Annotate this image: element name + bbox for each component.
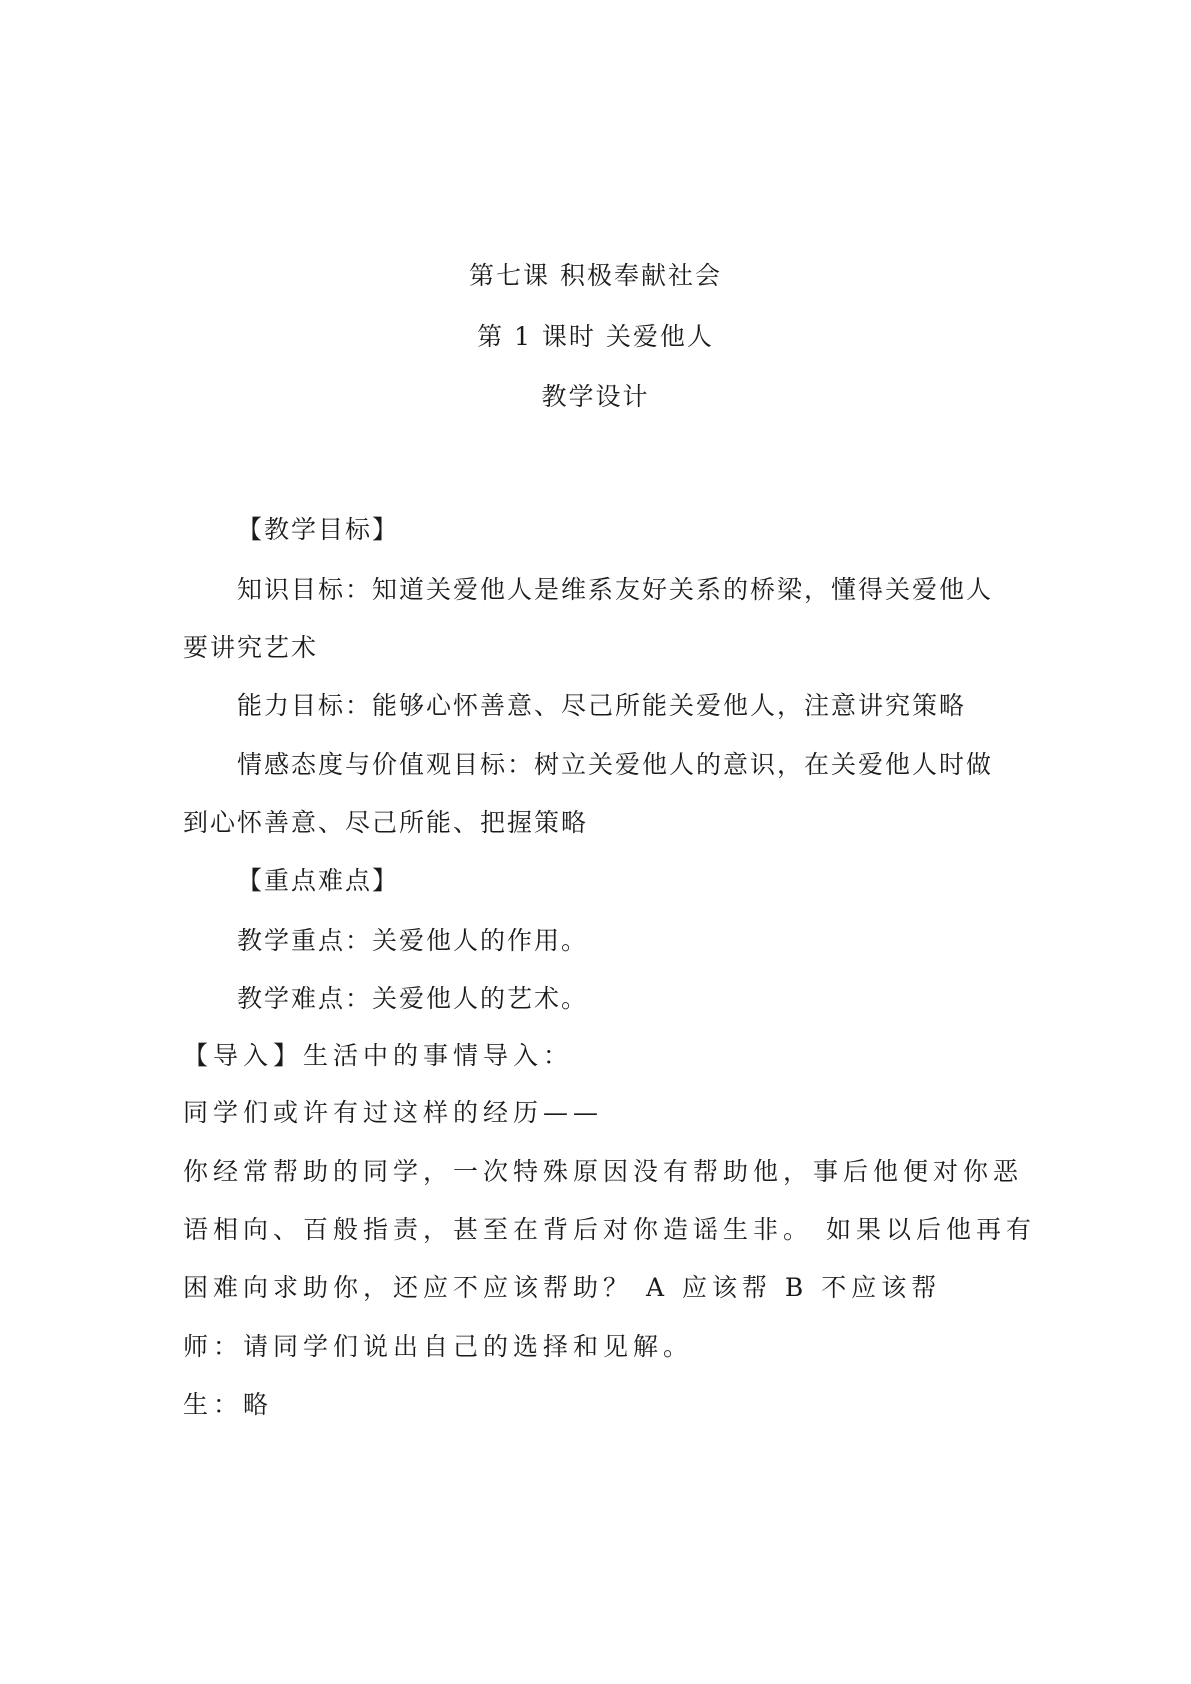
lesson-title: 第七课 积极奉献社会: [469, 261, 722, 290]
objectives-heading: 【教学目标】: [237, 515, 400, 544]
key-points-heading: 【重点难点】: [237, 866, 400, 895]
document-type: 教学设计: [541, 382, 650, 411]
teaching-focus: 教学重点：关爱他人的作用。: [237, 926, 589, 955]
intro-heading: 【导入】生活中的事情导入：: [183, 1041, 574, 1070]
emotion-objective-line1: 情感态度与价值观目标：树立关爱他人的意识，在关爱他人时做: [237, 750, 994, 779]
intro-line-4: 困难向求助你，还应不应该帮助？ A 应该帮 B 不应该帮: [183, 1273, 942, 1302]
teaching-difficulty: 教学难点：关爱他人的艺术。: [237, 984, 589, 1013]
lesson-subtitle: 第 1 课时 关爱他人: [477, 322, 714, 351]
knowledge-objective-line2: 要讲究艺术: [183, 633, 319, 662]
ability-objective: 能力目标：能够心怀善意、尽己所能关爱他人，注意讲究策略: [237, 691, 967, 720]
teacher-prompt: 师：请同学们说出自己的选择和见解。: [183, 1332, 694, 1361]
intro-line-1: 同学们或许有过这样的经历——: [183, 1098, 604, 1127]
intro-line-2: 你经常帮助的同学，一次特殊原因没有帮助他，事后他便对你恶: [183, 1157, 1024, 1186]
knowledge-objective-line1: 知识目标：知道关爱他人是维系友好关系的桥梁，懂得关爱他人: [237, 575, 994, 604]
emotion-objective-line2: 到心怀善意、尽己所能、把握策略: [183, 808, 589, 837]
intro-line-3: 语相向、百般指责，甚至在背后对你造谣生非。 如果以后他再有: [183, 1215, 1036, 1244]
student-response: 生：略: [183, 1390, 274, 1419]
